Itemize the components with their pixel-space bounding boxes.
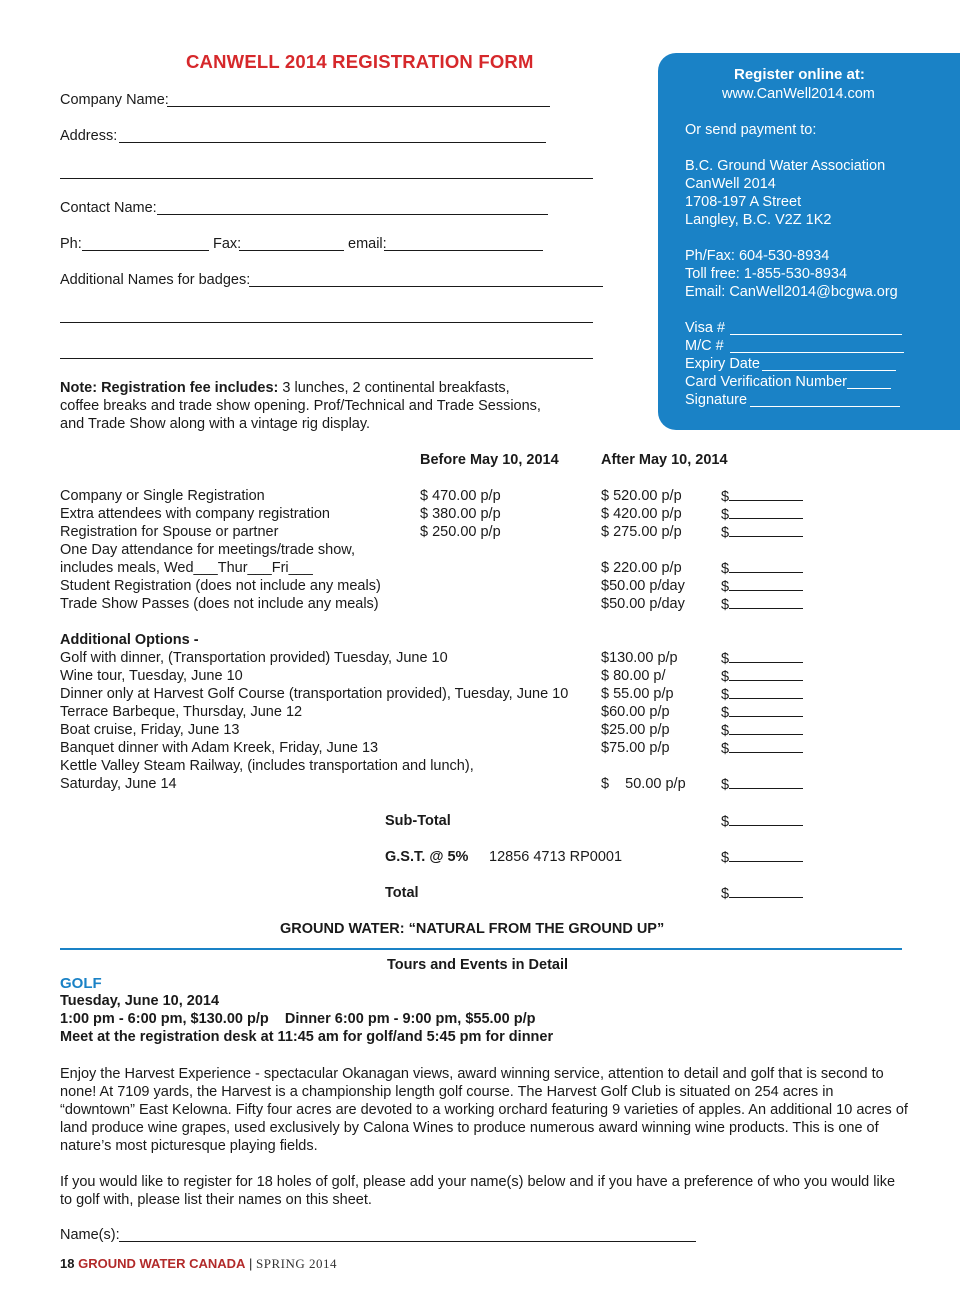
answer-dollar: $ [721,561,730,577]
pricing-row-after: $ 220.00 p/p [601,560,682,576]
contact-name-line[interactable] [157,214,548,215]
expiry-label: Expiry Date [685,356,760,372]
gst-number: 12856 4713 RP0001 [489,849,623,865]
option-row-price: $25.00 p/p [601,722,670,738]
contact-name-label: Contact Name: [60,200,157,216]
cvn-line[interactable] [847,388,891,389]
pricing-row-label: Trade Show Passes (does not include any meals) [60,596,379,612]
answer-dollar: $ [721,687,730,703]
badges-label: Additional Names for badges: [60,272,251,288]
address-line-city: Langley, B.C. V2Z 1K2 [685,212,832,228]
phone-line[interactable] [82,250,209,251]
mc-line[interactable] [730,352,904,353]
footer-separator: | [249,1256,253,1271]
golf-date: Tuesday, June 10, 2014 [60,993,220,1009]
total-dollar: $ [721,886,730,902]
answer-dollar: $ [721,597,730,613]
send-payment-text: Or send payment to: [685,122,817,138]
pricing-row-answer[interactable] [721,578,803,595]
company-name-label: Company Name: [60,92,169,108]
option-row-label: Banquet dinner with Adam Kreek, Friday, June 13 [60,740,379,756]
answer-dollar: $ [721,507,730,523]
visa-line[interactable] [730,334,902,335]
golf-register-note: If you would like to register for 18 holes of golf, please add your name(s) below and if you have a preference of who you would like to golf with, please list their names on this sheet. [60,1174,896,1208]
website-link[interactable]: www.CanWell2014.com [722,86,875,102]
total-answer[interactable] [721,885,803,902]
option-row-price: $75.00 p/p [601,740,670,756]
option-row-price: $130.00 p/p [601,650,678,666]
option-row-label: Golf with dinner, (Transportation provided) Tuesday, June 10 [60,650,448,666]
register-online-heading: Register online at: [734,66,865,83]
answer-dollar: $ [721,579,730,595]
address-line-1[interactable] [119,142,546,143]
pricing-row-label: Company or Single Registration [60,488,265,504]
option-row-answer[interactable] [721,776,803,793]
pricing-row-answer[interactable] [721,560,803,577]
option-row-answer[interactable] [721,650,803,667]
option-row-label: Wine tour, Tuesday, June 10 [60,668,243,684]
gst-label: G.S.T. @ 5% [385,849,469,865]
option-row-price: $ 50.00 p/p [601,776,686,792]
magazine-name: GROUND WATER CANADA [78,1256,246,1271]
address-line-2[interactable] [60,178,593,179]
col-header-before: Before May 10, 2014 [420,452,559,468]
pricing-row-label: Extra attendees with company registration [60,506,330,522]
pricing-row-answer[interactable] [721,596,803,613]
email-label: email: [348,236,387,252]
answer-dollar: $ [721,705,730,721]
signature-line[interactable] [750,406,900,407]
note-text-1: 3 lunches, 2 continental breakfasts, [282,380,510,396]
option-row-answer[interactable] [721,686,803,703]
answer-dollar: $ [721,741,730,757]
address-line-org: B.C. Ground Water Association [685,158,886,174]
cvn-label: Card Verification Number [685,374,847,390]
phone-label: Ph: [60,236,82,252]
pricing-row-label: One Day attendance for meetings/trade show, [60,542,356,558]
email-text[interactable]: Email: CanWell2014@bcgwa.org [685,284,898,300]
golf-description: Enjoy the Harvest Experience - spectacular Okanagan views, award winning service, attention to detail and golf that is second to none! At 7109 yards, the Harvest is a championship length golf course. The Harvest Golf Club is situated on 254 acres in “downtown” East Kelowna. Fifty four acres are devoted to a working orchard featuring 9 varieties of apples. An additional 10 acres of land produce wine grapes, used exclusively by Calona Wines to produce numerous award winning wine products. This is one of nature’s most picturesque playing fields. [60,1066,908,1154]
names-line[interactable] [119,1241,696,1242]
expiry-line[interactable] [762,370,896,371]
pricing-row-before: $ 250.00 p/p [420,524,501,540]
note-line-3: and Trade Show along with a vintage rig display. [60,416,371,432]
option-row-label: Kettle Valley Steam Railway, (includes transportation and lunch), [60,758,474,774]
option-row-answer[interactable] [721,722,803,739]
answer-dollar: $ [721,525,730,541]
badges-line-1[interactable] [249,286,603,287]
golf-times: 1:00 pm - 6:00 pm, $130.00 p/p Dinner 6:00 pm - 9:00 pm, $55.00 p/p [60,1011,536,1027]
issue-label: SPRING 2014 [256,1256,338,1271]
pricing-row-answer[interactable] [721,524,803,541]
visa-label: Visa # [685,320,726,336]
phone-fax-text: Ph/Fax: 604-530-8934 [685,248,830,264]
note-bold: Note: Registration fee includes: [60,380,279,396]
answer-dollar: $ [721,777,730,793]
form-title: CANWELL 2014 REGISTRATION FORM [186,51,534,72]
note-line-2: coffee breaks and trade show opening. Prof/Technical and Trade Sessions, [60,398,541,414]
footer [60,1256,337,1272]
pricing-row-answer[interactable] [721,488,803,505]
company-name-line[interactable] [167,106,550,107]
fax-label: Fax: [213,236,242,252]
address-line-event: CanWell 2014 [685,176,776,192]
golf-title: GOLF [60,975,102,992]
additional-options-title: Additional Options - [60,632,199,648]
pricing-row-after: $50.00 p/day [601,596,685,612]
pricing-row-label: Student Registration (does not include any meals) [60,578,381,594]
pricing-row-after: $ 520.00 p/p [601,488,682,504]
option-row-label: Saturday, June 14 [60,776,177,792]
option-row-price: $60.00 p/p [601,704,670,720]
address-line-street: 1708-197 A Street [685,194,802,210]
option-row-price: $ 80.00 p/ [601,668,666,684]
address-label: Address: [60,128,118,144]
pricing-row-before: $ 470.00 p/p [420,488,501,504]
section-divider [60,948,902,950]
gst-dollar: $ [721,850,730,866]
note-line-1 [60,380,510,396]
answer-dollar: $ [721,669,730,685]
fax-line[interactable] [239,250,344,251]
pricing-row-answer[interactable] [721,506,803,523]
pricing-row-label: includes meals, Wed___Thur___Fri___ [60,560,313,576]
pricing-row-after: $ 275.00 p/p [601,524,682,540]
gst-answer[interactable] [721,849,803,866]
badges-line-3[interactable] [60,358,593,359]
option-row-price: $ 55.00 p/p [601,686,674,702]
pricing-row-before: $ 380.00 p/p [420,506,501,522]
page-number: 18 [60,1256,75,1271]
signature-label: Signature [685,392,748,408]
option-row-answer[interactable] [721,668,803,685]
pricing-row-after: $ 420.00 p/p [601,506,682,522]
toll-free-text: Toll free: 1-855-530-8934 [685,266,848,282]
pricing-row-after: $50.00 p/day [601,578,685,594]
answer-dollar: $ [721,489,730,505]
option-row-label: Terrace Barbeque, Thursday, June 12 [60,704,303,720]
col-header-after: After May 10, 2014 [601,452,728,468]
golf-meet: Meet at the registration desk at 11:45 am for golf/and 5:45 pm for dinner [60,1029,554,1045]
pricing-row-label: Registration for Spouse or partner [60,524,279,540]
option-row-label: Boat cruise, Friday, June 13 [60,722,240,738]
mc-label: M/C # [685,338,724,354]
answer-dollar: $ [721,651,730,667]
option-row-label: Dinner only at Harvest Golf Course (transportation provided), Tuesday, June 10 [60,686,569,702]
details-heading: Tours and Events in Detail [387,957,569,973]
badges-line-2[interactable] [60,322,593,323]
subtotal-label: Sub-Total [385,813,451,829]
total-label: Total [385,885,419,901]
email-line[interactable] [384,250,543,251]
subtotal-answer[interactable] [721,813,803,830]
subtotal-dollar: $ [721,814,730,830]
slogan: GROUND WATER: “NATURAL FROM THE GROUND UP” [280,921,665,937]
names-label: Name(s): [60,1227,120,1243]
answer-dollar: $ [721,723,730,739]
option-row-answer[interactable] [721,740,803,757]
option-row-answer[interactable] [721,704,803,721]
payment-panel [658,53,960,430]
